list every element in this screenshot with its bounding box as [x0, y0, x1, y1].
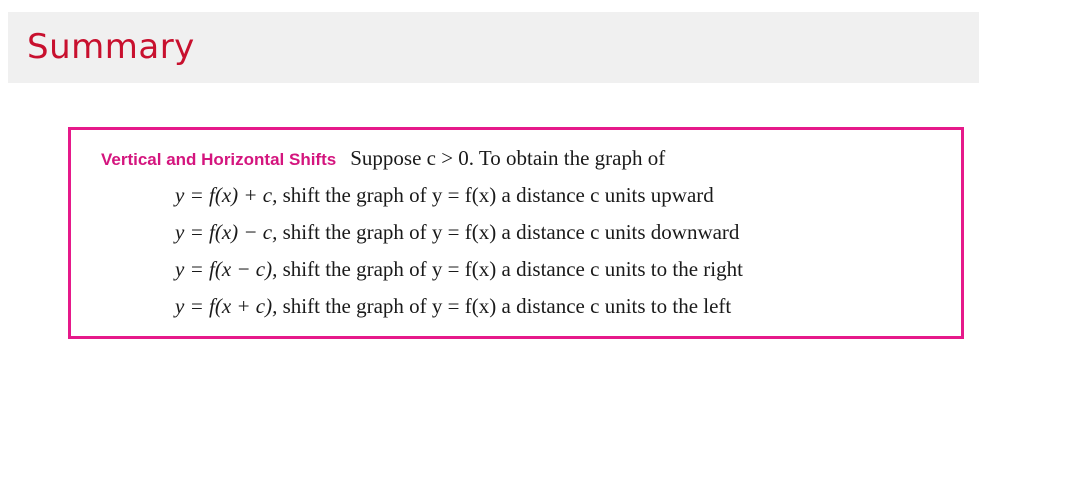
rule-action: shift the graph of y = f(x) a distance c units to the left: [282, 294, 732, 318]
rule-action: shift the graph of y = f(x) a distance c units upward: [282, 183, 714, 207]
rule-left: [175, 293, 743, 330]
intro-line: [101, 145, 665, 173]
rule-downward: [175, 219, 743, 256]
rule-upward: [175, 182, 743, 219]
title-bar: [8, 12, 979, 83]
rule-equation: y = f(x + c),: [175, 294, 278, 318]
rules-list: [175, 182, 743, 330]
slide-title: Summary: [27, 27, 195, 67]
box-heading: Vertical and Horizontal Shifts: [101, 150, 337, 169]
rule-right: [175, 256, 743, 293]
intro-text: Suppose c > 0. To obtain the graph of: [350, 146, 666, 170]
rule-action: shift the graph of y = f(x) a distance c units downward: [282, 220, 740, 244]
rule-equation: y = f(x − c),: [175, 257, 278, 281]
rule-equation: y = f(x) + c,: [175, 183, 278, 207]
summary-box: [68, 127, 964, 339]
rule-equation: y = f(x) − c,: [175, 220, 278, 244]
rule-action: shift the graph of y = f(x) a distance c units to the right: [282, 257, 743, 281]
